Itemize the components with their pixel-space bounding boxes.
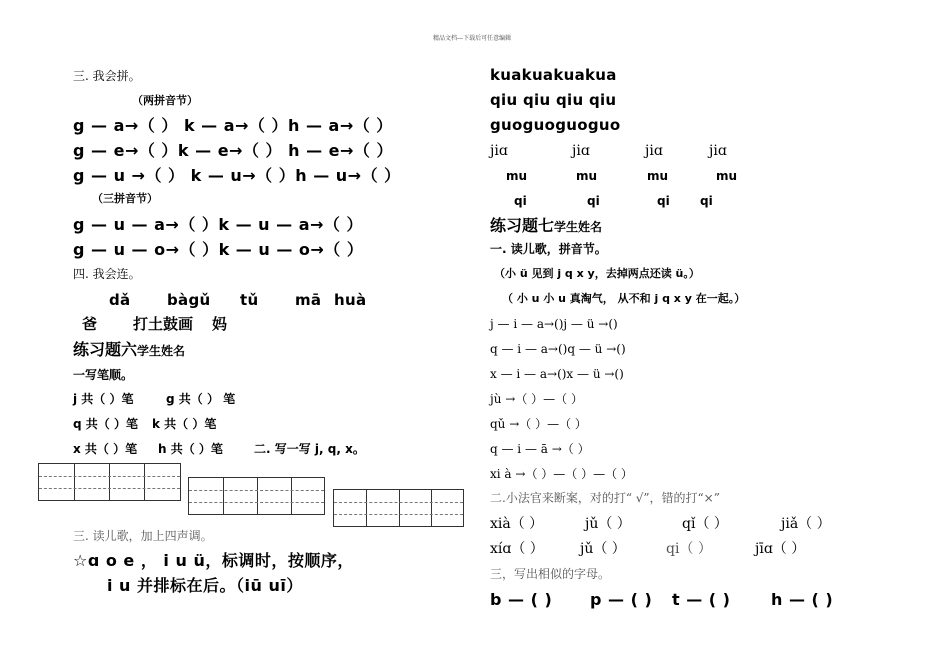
exercise-title	[73, 342, 185, 358]
pinyin-word: huà	[334, 291, 367, 309]
judge-item: jīɑ（ ）	[755, 541, 806, 557]
exercise-title-text: 练习题七	[490, 216, 555, 235]
section-heading: 三. 读儿歌，加上四声调。	[73, 529, 213, 543]
note: （小 ü 见到 j q x y，去掉两点还读 ü。）	[494, 267, 700, 280]
stroke-count-item: g 共（ ） 笔	[166, 392, 236, 406]
writing-grid[interactable]	[188, 477, 325, 515]
spell-row: q — i — ā →（ ）	[490, 442, 590, 456]
hanzi-word: 妈	[212, 315, 228, 333]
pinyin-syllable: qi	[700, 194, 713, 208]
stroke-count-item: x 共（ ）笔	[73, 442, 138, 456]
pinyin-syllable: mu	[716, 169, 738, 183]
exercise-title	[490, 218, 602, 234]
similar-letter-item: p — ( )	[590, 590, 653, 609]
rhyme-line: i u 并排标在后。（iū uī）	[107, 576, 303, 595]
pinyin-word: mā	[295, 291, 322, 309]
spelling-row: g — a→（ ） k — a→（ ）h — a→（ ）	[73, 116, 393, 135]
pinyin-word: dǎ	[109, 291, 131, 309]
exercise-title-text: 练习题六	[73, 340, 138, 359]
note: （ 小 u 小 u 真淘气， 从不和 j q x y 在一起。）	[502, 292, 746, 305]
subheading: （两拼音节）	[132, 94, 198, 107]
instruction: 一写笔顺。	[73, 368, 134, 382]
rhyme-line: ☆ɑ o e ， i u ü，标调时，按顺序，	[73, 551, 354, 570]
spelling-row: g — u — o→（ ）k — u — o→（ ）	[73, 240, 364, 259]
section-heading: 三. 我会拼。	[73, 69, 141, 83]
pinyin-syllable: mu	[576, 169, 598, 183]
pinyin-line: kuakuakuakua	[490, 66, 617, 84]
section-heading: 三，写出相似的字母。	[490, 567, 611, 581]
pinyin-syllable: jiɑ	[709, 143, 727, 159]
student-name-label: 学生姓名	[554, 220, 603, 234]
spell-row: j — i — a→()j — ü →()	[490, 317, 618, 331]
section-heading: 二.小法官来断案，对的打“ √”，错的打“×”	[490, 491, 720, 505]
judge-item: xíɑ（ ）	[490, 541, 544, 557]
judge-item: jǔ（ ）	[580, 541, 626, 557]
stroke-count-item: j 共（ ）笔	[73, 392, 134, 406]
judge-item: jǔ（ ）	[585, 516, 631, 532]
student-name-label: 学生姓名	[137, 344, 186, 358]
stroke-count-item: h 共（ ）笔	[158, 442, 223, 456]
hanzi-word: 爸	[82, 315, 98, 333]
pinyin-line: qiu qiu qiu qiu	[490, 91, 617, 109]
stroke-count-item: k 共（ ）笔	[152, 417, 217, 431]
pinyin-word: bàgǔ	[167, 291, 211, 309]
stroke-count-item: q 共（ ）笔	[73, 417, 138, 431]
pinyin-syllable: mu	[506, 169, 528, 183]
spell-row: q — i — a→()q — ü →()	[490, 342, 626, 356]
pinyin-syllable: mu	[647, 169, 669, 183]
writing-grid[interactable]	[38, 463, 181, 501]
judge-item: qǐ（ ）	[682, 516, 728, 532]
similar-letter-item: h — ( )	[771, 590, 834, 609]
section-heading: 二. 写一写 j, q, x。	[254, 442, 365, 456]
spelling-row: g — e→（ ）k — e→（ ） h — e→（ ）	[73, 141, 393, 160]
pinyin-line: guoguoguoguo	[490, 116, 621, 134]
judge-item: xià（ ）	[490, 516, 544, 532]
pinyin-syllable: jiɑ	[572, 143, 590, 159]
similar-letter-item: b — ( )	[490, 590, 553, 609]
hanzi-word: 打土鼓画	[133, 315, 194, 333]
pinyin-syllable: jiɑ	[490, 143, 508, 159]
pinyin-syllable: jiɑ	[645, 143, 663, 159]
spell-row: jù →（ ）—（ ）	[490, 392, 583, 406]
spelling-row: g — u →（ ） k — u→（ ）h — u→（ ）	[73, 166, 401, 185]
writing-grid[interactable]	[333, 489, 464, 527]
judge-item: qi（ ）	[666, 541, 712, 557]
subheading: （三拼音节）	[92, 192, 158, 205]
instruction: 一. 读儿歌，拼音节。	[490, 242, 607, 256]
judge-item: jiǎ（ ）	[781, 516, 831, 532]
pinyin-syllable: qi	[657, 194, 670, 208]
pinyin-syllable: qi	[587, 194, 600, 208]
spell-row: x — i — a→()x — ü →()	[490, 367, 624, 381]
spell-row: xi à →（ ）—（ ）—（ ）	[490, 467, 633, 481]
similar-letter-item: t — ( )	[672, 590, 731, 609]
section-heading: 四. 我会连。	[73, 267, 141, 281]
spelling-row: g — u — a→（ ）k — u — a→（ ）	[73, 215, 363, 234]
spell-row: qǔ →（ ）—（ ）	[490, 417, 587, 431]
page-header: 精品文档---下载后可任意编辑	[433, 35, 512, 42]
pinyin-syllable: qi	[514, 194, 527, 208]
pinyin-word: tǔ	[240, 291, 259, 309]
